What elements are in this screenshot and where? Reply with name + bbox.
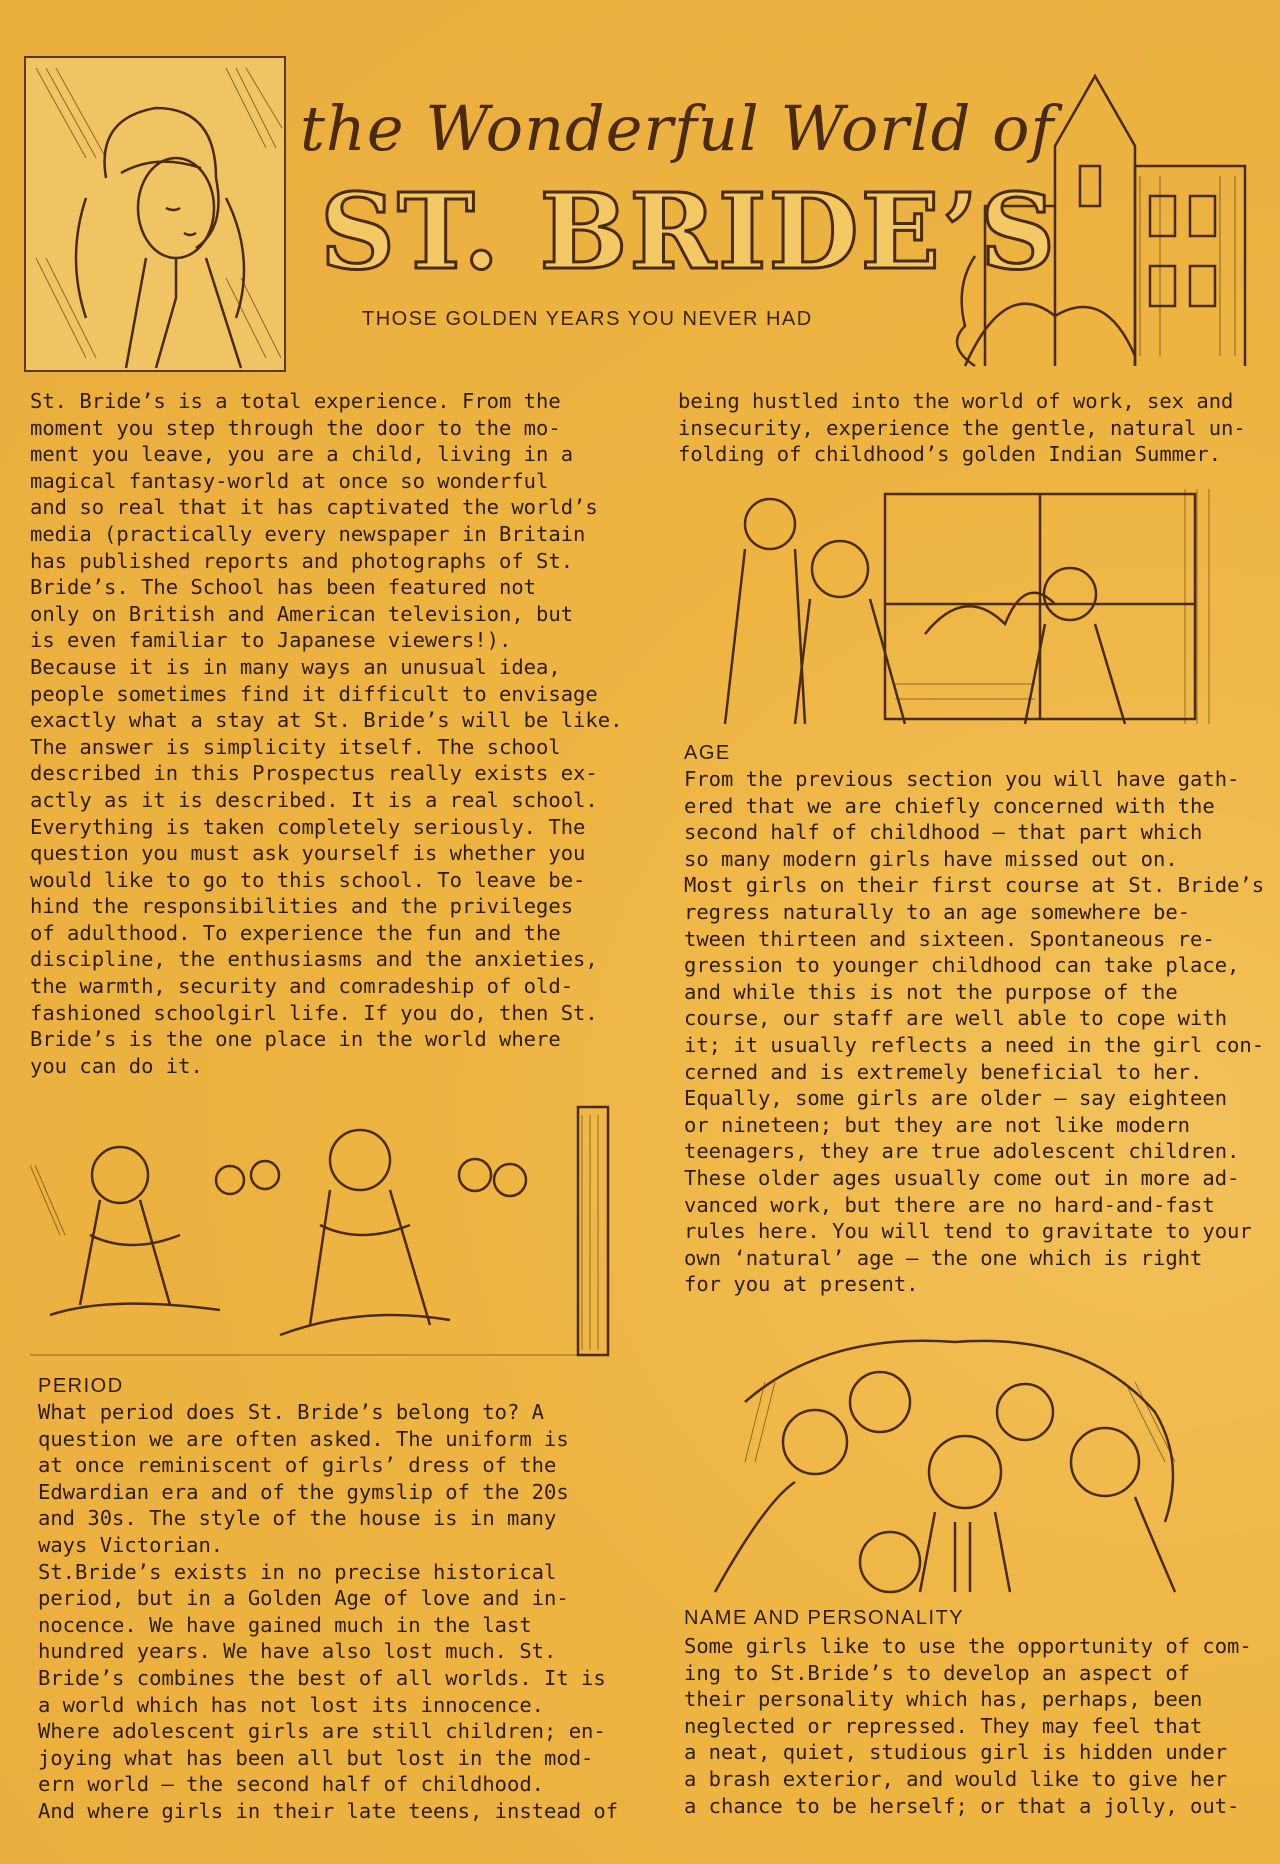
window-girls-illustration [705,484,1231,730]
right-column-continuation [678,388,1278,468]
intro-section [30,388,650,1079]
main-title: ST. BRIDE’S [320,170,1058,293]
period-paragraph-1: What period does St. Bride’s belong to? A question we are often asked. The uniform is at once reminiscent of girls’ dress of the Edwardian era and of the gymslip of the 20s and 30s. The style of the house is in many ways Victorian. [38,1400,569,1557]
script-title: the Wonderful World of [300,92,1055,165]
period-paragraph-2: St.Bride’s exists in no precise historical period, but in a Golden Age of love and in- nocence. We have gained much in the last hundred years. We have also lost much. St. Bride’s combines the best of all worlds. It is a world which has not lost its innocence. Where adolescent girls are still children; en- joying what has been all but lost in the mod- ern world — the second half of childhood. And where girls in their late teens, instead of [38,1559,619,1823]
intro-paragraph-1: St. Bride’s is a total experience. From the moment you step through the door to the mo- ment you leave, you are a child, living in a magical fantasy-world at once so wonderful and so real that it has captivated the world’s media (practically every newspaper in Britain has published reports and photographs of St. Bride’s. The School has been featured not only on British and American television, but is even familiar to Japanese viewers!). [30,389,598,653]
hockey-illustration [30,1105,612,1358]
girl-portrait-illustration [24,56,286,372]
age-section [684,766,1280,1298]
group-girls-drawing [705,1322,1195,1594]
group-girls-illustration [705,1322,1195,1594]
continuation-paragraph: being hustled into the world of work, sex and insecurity, experience the gentle, natural un- folding of childhood’s golden Indian Summer. [678,389,1246,467]
intro-paragraph-2: Because it is in many ways an unusual idea, people sometimes find it difficult to envisage exactly what a stay at St. Bride’s will be like. The answer is simplicity itself. The school described in this Prospectus really exists ex- actly as it is described. It is a real school. Everything is taken completely seriously. The question you must ask yourself is whether you would like to go to this school. To leave be- hind the responsibilities and the privileges of adulthood. To experience the fun and the discipline, the enthusiasms and the anxieties, the warmth, security and comradeship of old- fashioned schoolgirl life. If you do, then St. Bride’s is the one place in the world where you can do it. [30,654,623,1078]
window-girls-drawing [705,484,1231,730]
age-paragraph: From the previous section you will have gath- ered that we are chiefly concerned with the second half of childhood — that part which so many modern girls have missed out on. Most girls on their first course at St. Bride’s regress naturally to an age somewhere be- tween thirteen and sixteen. Spontaneous re- gression to younger childhood can take place, and while this is not the purpose of the course, our staff are well able to cope with it; it usually reflects a need in the girl con- cerned and is extremely beneficial to her. Equally, some girls are older — say eighteen or nineteen; but they are not like modern teenagers, they are true adolescent children. These older ages usually come out in more ad- vanced work, but there are no hard-and-fast rules here. You will tend to gravitate to your own ‘natural’ age — the one which is right for you at present. [684,767,1265,1297]
period-section [38,1399,658,1825]
hockey-drawing [30,1105,612,1358]
girl-portrait-drawing [26,58,284,370]
age-heading: AGE [684,742,731,764]
name-personality-paragraph: Some girls like to use the opportunity of com- ing to St.Bride’s to develop an aspect of their personality which has, perhaps, been neglected or repressed. They may feel that a neat, quiet, studious girl is hidden under a brash exterior, and would like to give her a chance to be herself; or that a jolly, out- [684,1634,1252,1818]
tagline: THOSE GOLDEN YEARS YOU NEVER HAD [362,308,813,330]
name-personality-section [684,1633,1280,1819]
period-heading: PERIOD [38,1375,124,1397]
name-personality-heading: NAME AND PERSONALITY [684,1607,965,1629]
